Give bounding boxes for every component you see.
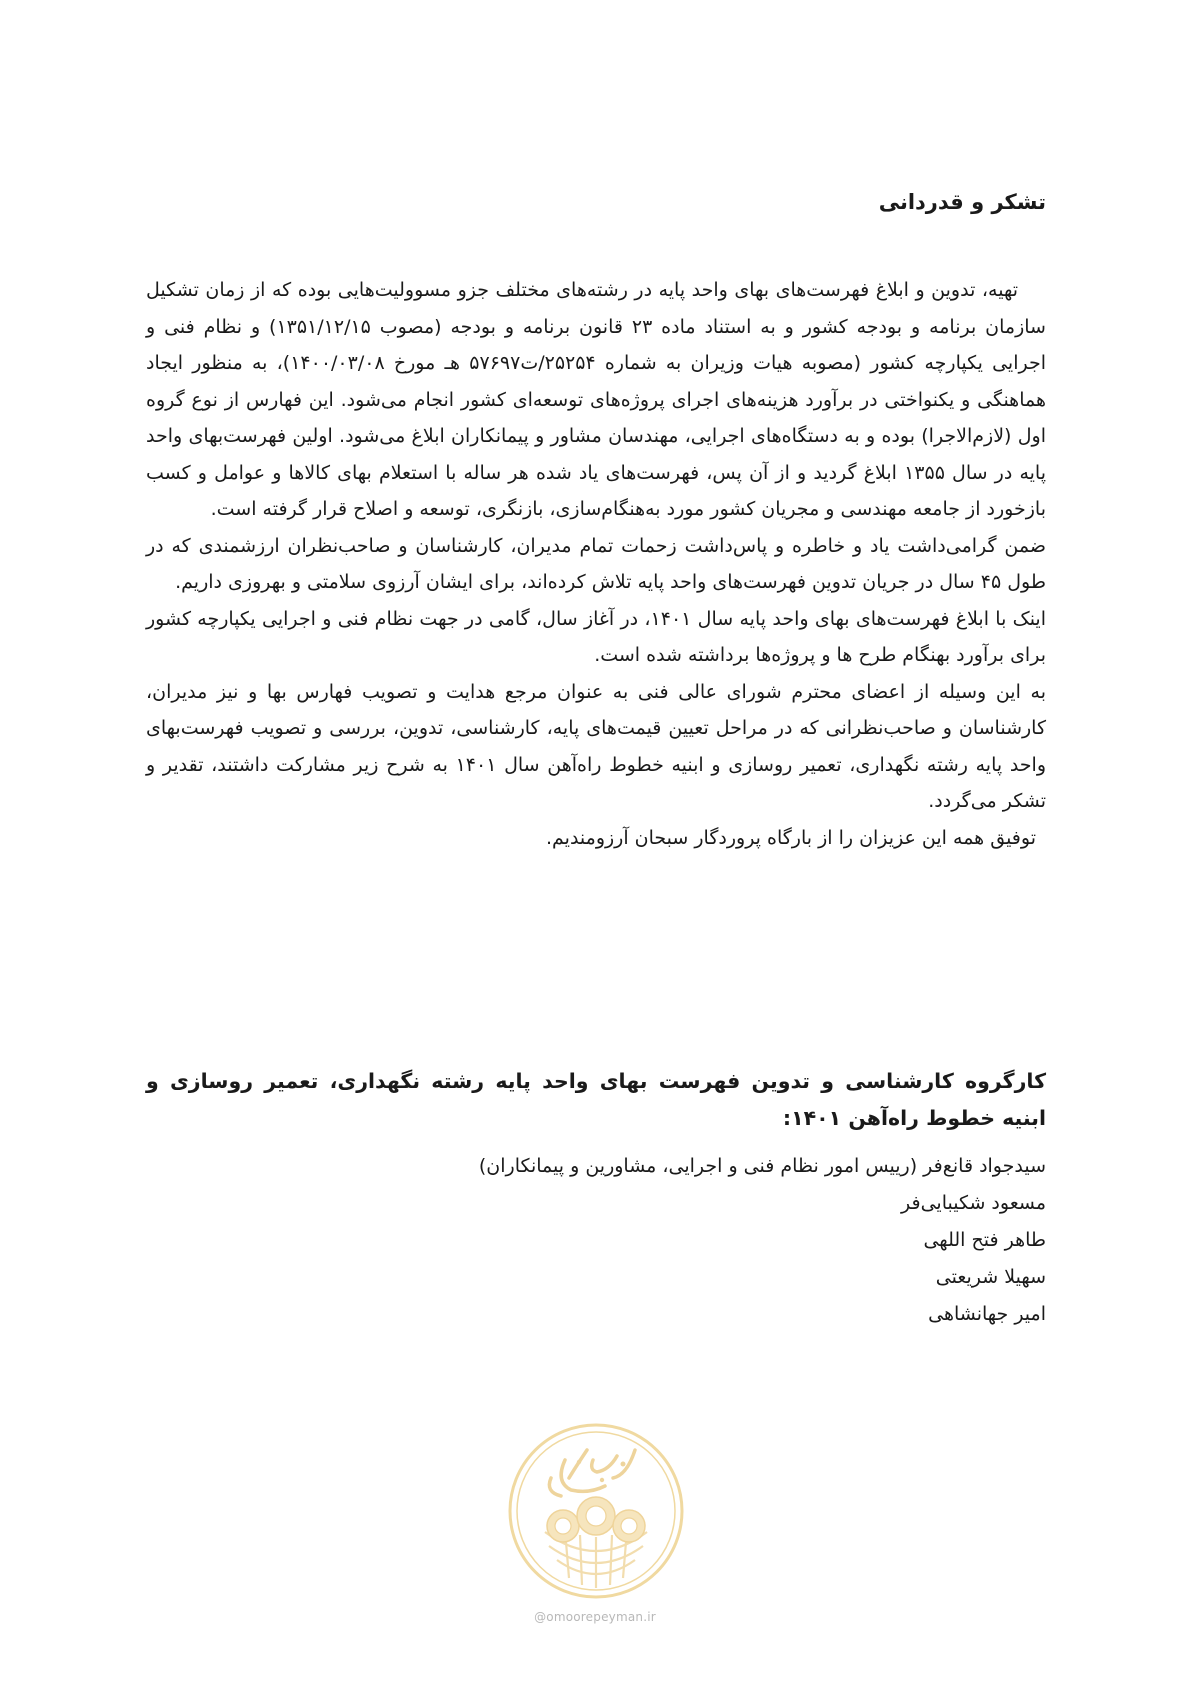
paragraph-wish: توفیق همه این عزیزان را از بارگاه پروردگار سبحان آرزومندیم.: [545, 826, 1036, 849]
page-title: تشکر و قدردانی: [878, 190, 1046, 214]
paragraph-gratitude: ضمن گرامی‌داشت یاد و خاطره و پاس‌داشت زحمات تمام مدیران، کارشناسان و صاحب‌نظران ارزشمندی که در طول ۴۵ سال در جریان تدوین فهرست‌های واحد پایه تلاش کرده‌اند، برای ایشان آرزوی سلامتی و بهروزی داریم.: [146, 534, 1046, 593]
paragraph-announcement: اینک با ابلاغ فهرست‌های بهای واحد پایه سال ۱۴۰۱، در آغاز سال، گامی در جهت نظام فنی و اجرایی یکپارچه کشور برای برآورد بهنگام طرح ها و پروژه‌ها برداشته شده است.: [146, 607, 1046, 666]
logo-watermark: [505, 1420, 687, 1602]
member-item: سیدجواد قانع‌فر (رییس امور نظام فنی و اجرایی، مشاورین و پیمانکاران): [478, 1155, 1046, 1177]
paragraph-intro: تهیه، تدوین و ابلاغ فهرست‌های بهای واحد پایه در رشته‌های مختلف جزو مسوولیت‌هایی بوده که از زمان تشکیل سازمان برنامه و بودجه کشور و به استناد ماده ۲۳ قانون برنامه و بودجه (مصوب ۱۳۵۱/۱۲/۱۵) و نظام فنی و اجرایی یکپارچه کشور (مصوبه هیات وزیران به شماره ۲۵۲۵۴/ت۵۷۶۹۷ هـ مورخ ۱۴۰۰/۰۳/۰۸)، به منظور ایجاد هماهنگی و یکنواختی در برآورد هزینه‌های اجرای پروژه‌های توسعه‌ای کشور انجام می‌شود. این فهارس از نوع گروه اول (لازم‌الاجرا) بوده و به دستگاه‌های اجرایی، مهندسان مشاور و پیمانکاران ابلاغ می‌شود. اولین فهرست‌بهای واحد پایه در سال ۱۳۵۵ ابلاغ گردید و از آن پس، فهرست‌های یاد شده هر ساله با استعلام بهای کالاها و عوامل و کسب بازخورد از جامعه مهندسی و مجریان کشور مورد به‌هنگام‌سازی، بازنگری، توسعه و اصلاح قرار گرفته است.: [146, 279, 1046, 520]
member-item: سهیلا شریعتی: [935, 1266, 1046, 1288]
committee-members-list: [146, 1148, 1046, 1333]
member-item: امیر جهانشاهی: [928, 1303, 1046, 1325]
committee-title: کارگروه کارشناسی و تدوین فهرست بهای واحد پایه رشته نگهداری، تعمیر روسازی و ابنیه خطوط راه‌آهن ۱۴۰۱:: [146, 1069, 1046, 1130]
paragraph-thanks: به این وسیله از اعضای محترم شورای عالی فنی به عنوان مرجع هدایت و تصویب فهارس بها و نیز مدیران، کارشناسان و صاحب‌نظرانی که در مراحل تعیین قیمت‌های پایه، کارشناسی، تدوین، بررسی و تصویب فهرست‌بهای واحد پایه رشته نگهداری، تعمیر روسازی و ابنیه خطوط راه‌آهن سال ۱۴۰۱ به شرح زیر مشارکت داشتند، تقدیر و تشکر می‌گردد.: [146, 680, 1046, 812]
acknowledgement-body: [146, 272, 1046, 856]
member-item: مسعود شکیبایی‌فر: [901, 1192, 1046, 1214]
member-item: طاهر فتح اللهی: [923, 1229, 1046, 1251]
omoore-peyman-logo-icon: [505, 1420, 687, 1602]
website-footer: @omoorepeyman.ir: [534, 1610, 656, 1624]
